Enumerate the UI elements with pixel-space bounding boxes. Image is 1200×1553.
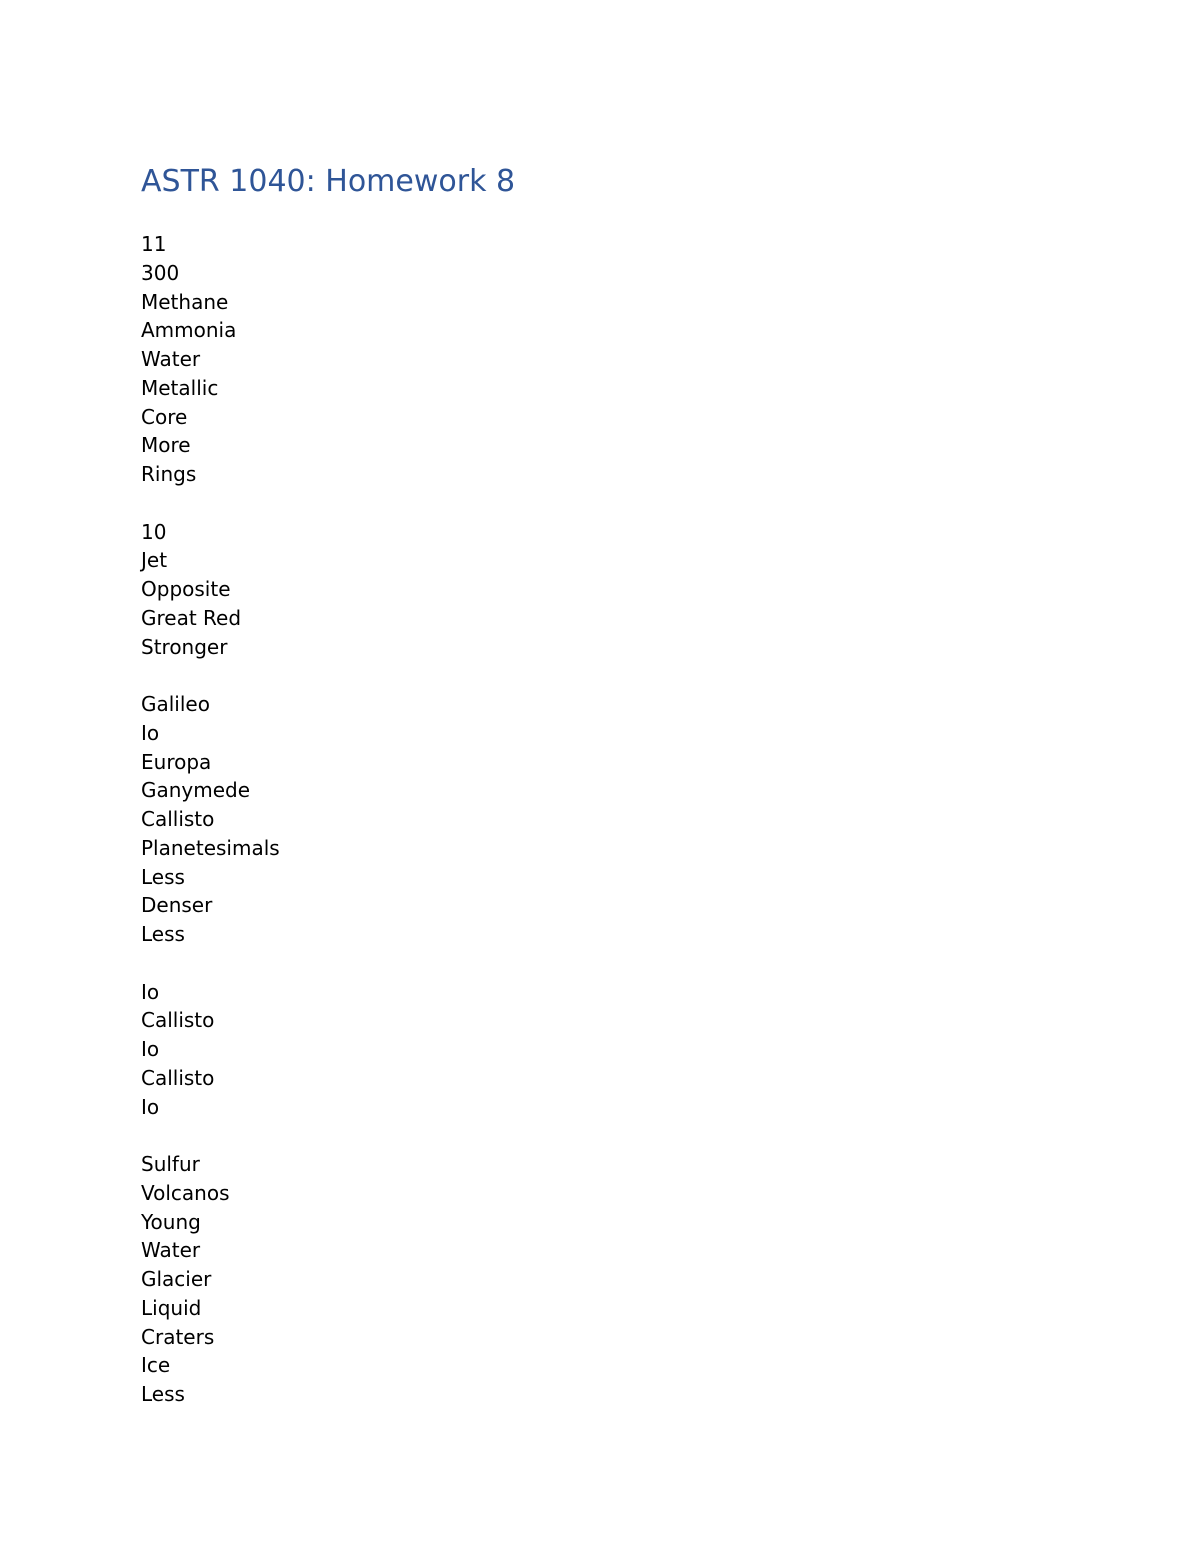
answer-line: Ammonia bbox=[141, 318, 237, 343]
answer-line: Io bbox=[141, 979, 160, 1004]
answer-line: More bbox=[141, 433, 191, 458]
answer-line: Io bbox=[141, 1037, 160, 1061]
blank-line bbox=[141, 1121, 280, 1150]
answer-line: Ice bbox=[141, 1353, 171, 1378]
answer-line: Methane bbox=[141, 289, 229, 314]
answer-line: 10 bbox=[141, 519, 167, 544]
answer-line: Metallic bbox=[141, 375, 219, 400]
answer-line: Young bbox=[141, 1209, 201, 1234]
answer-line: Callisto bbox=[141, 1065, 215, 1090]
document-title: ASTR 1040: Homework 8 bbox=[141, 164, 516, 199]
answer-line: Water bbox=[141, 1238, 201, 1263]
answer-line: Sulfur bbox=[141, 1152, 200, 1176]
answer-line: Great Red bbox=[141, 605, 242, 630]
blank-line bbox=[141, 489, 280, 518]
answer-line: Io bbox=[141, 1094, 160, 1119]
answer-line: 11 bbox=[141, 232, 167, 256]
answer-line: Stronger bbox=[141, 634, 228, 659]
answer-line: Less bbox=[141, 1382, 185, 1406]
answer-line: Water bbox=[141, 347, 201, 371]
answer-line: Glacier bbox=[141, 1267, 212, 1291]
answer-line: Less bbox=[141, 922, 185, 946]
answer-list bbox=[141, 230, 280, 1409]
answer-line: Jet bbox=[141, 548, 168, 573]
answer-line: Volcanos bbox=[141, 1180, 230, 1205]
answer-line: Io bbox=[141, 720, 160, 745]
answer-line: Ganymede bbox=[141, 778, 251, 803]
answer-line: Liquid bbox=[141, 1295, 202, 1320]
blank-line bbox=[141, 661, 280, 690]
answer-line: Europa bbox=[141, 749, 212, 774]
answer-line: Callisto bbox=[141, 1008, 215, 1033]
answer-line: Planetesimals bbox=[141, 835, 280, 860]
answer-line: Rings bbox=[141, 462, 197, 486]
answer-line: Opposite bbox=[141, 577, 231, 601]
answer-line: Callisto bbox=[141, 807, 215, 831]
answer-line: Galileo bbox=[141, 692, 210, 716]
answer-line: Core bbox=[141, 404, 188, 429]
blank-line bbox=[141, 949, 280, 978]
answer-line: Craters bbox=[141, 1324, 215, 1349]
answer-line: Denser bbox=[141, 893, 213, 918]
answer-line: Less bbox=[141, 864, 185, 889]
answer-line: 300 bbox=[141, 260, 180, 285]
